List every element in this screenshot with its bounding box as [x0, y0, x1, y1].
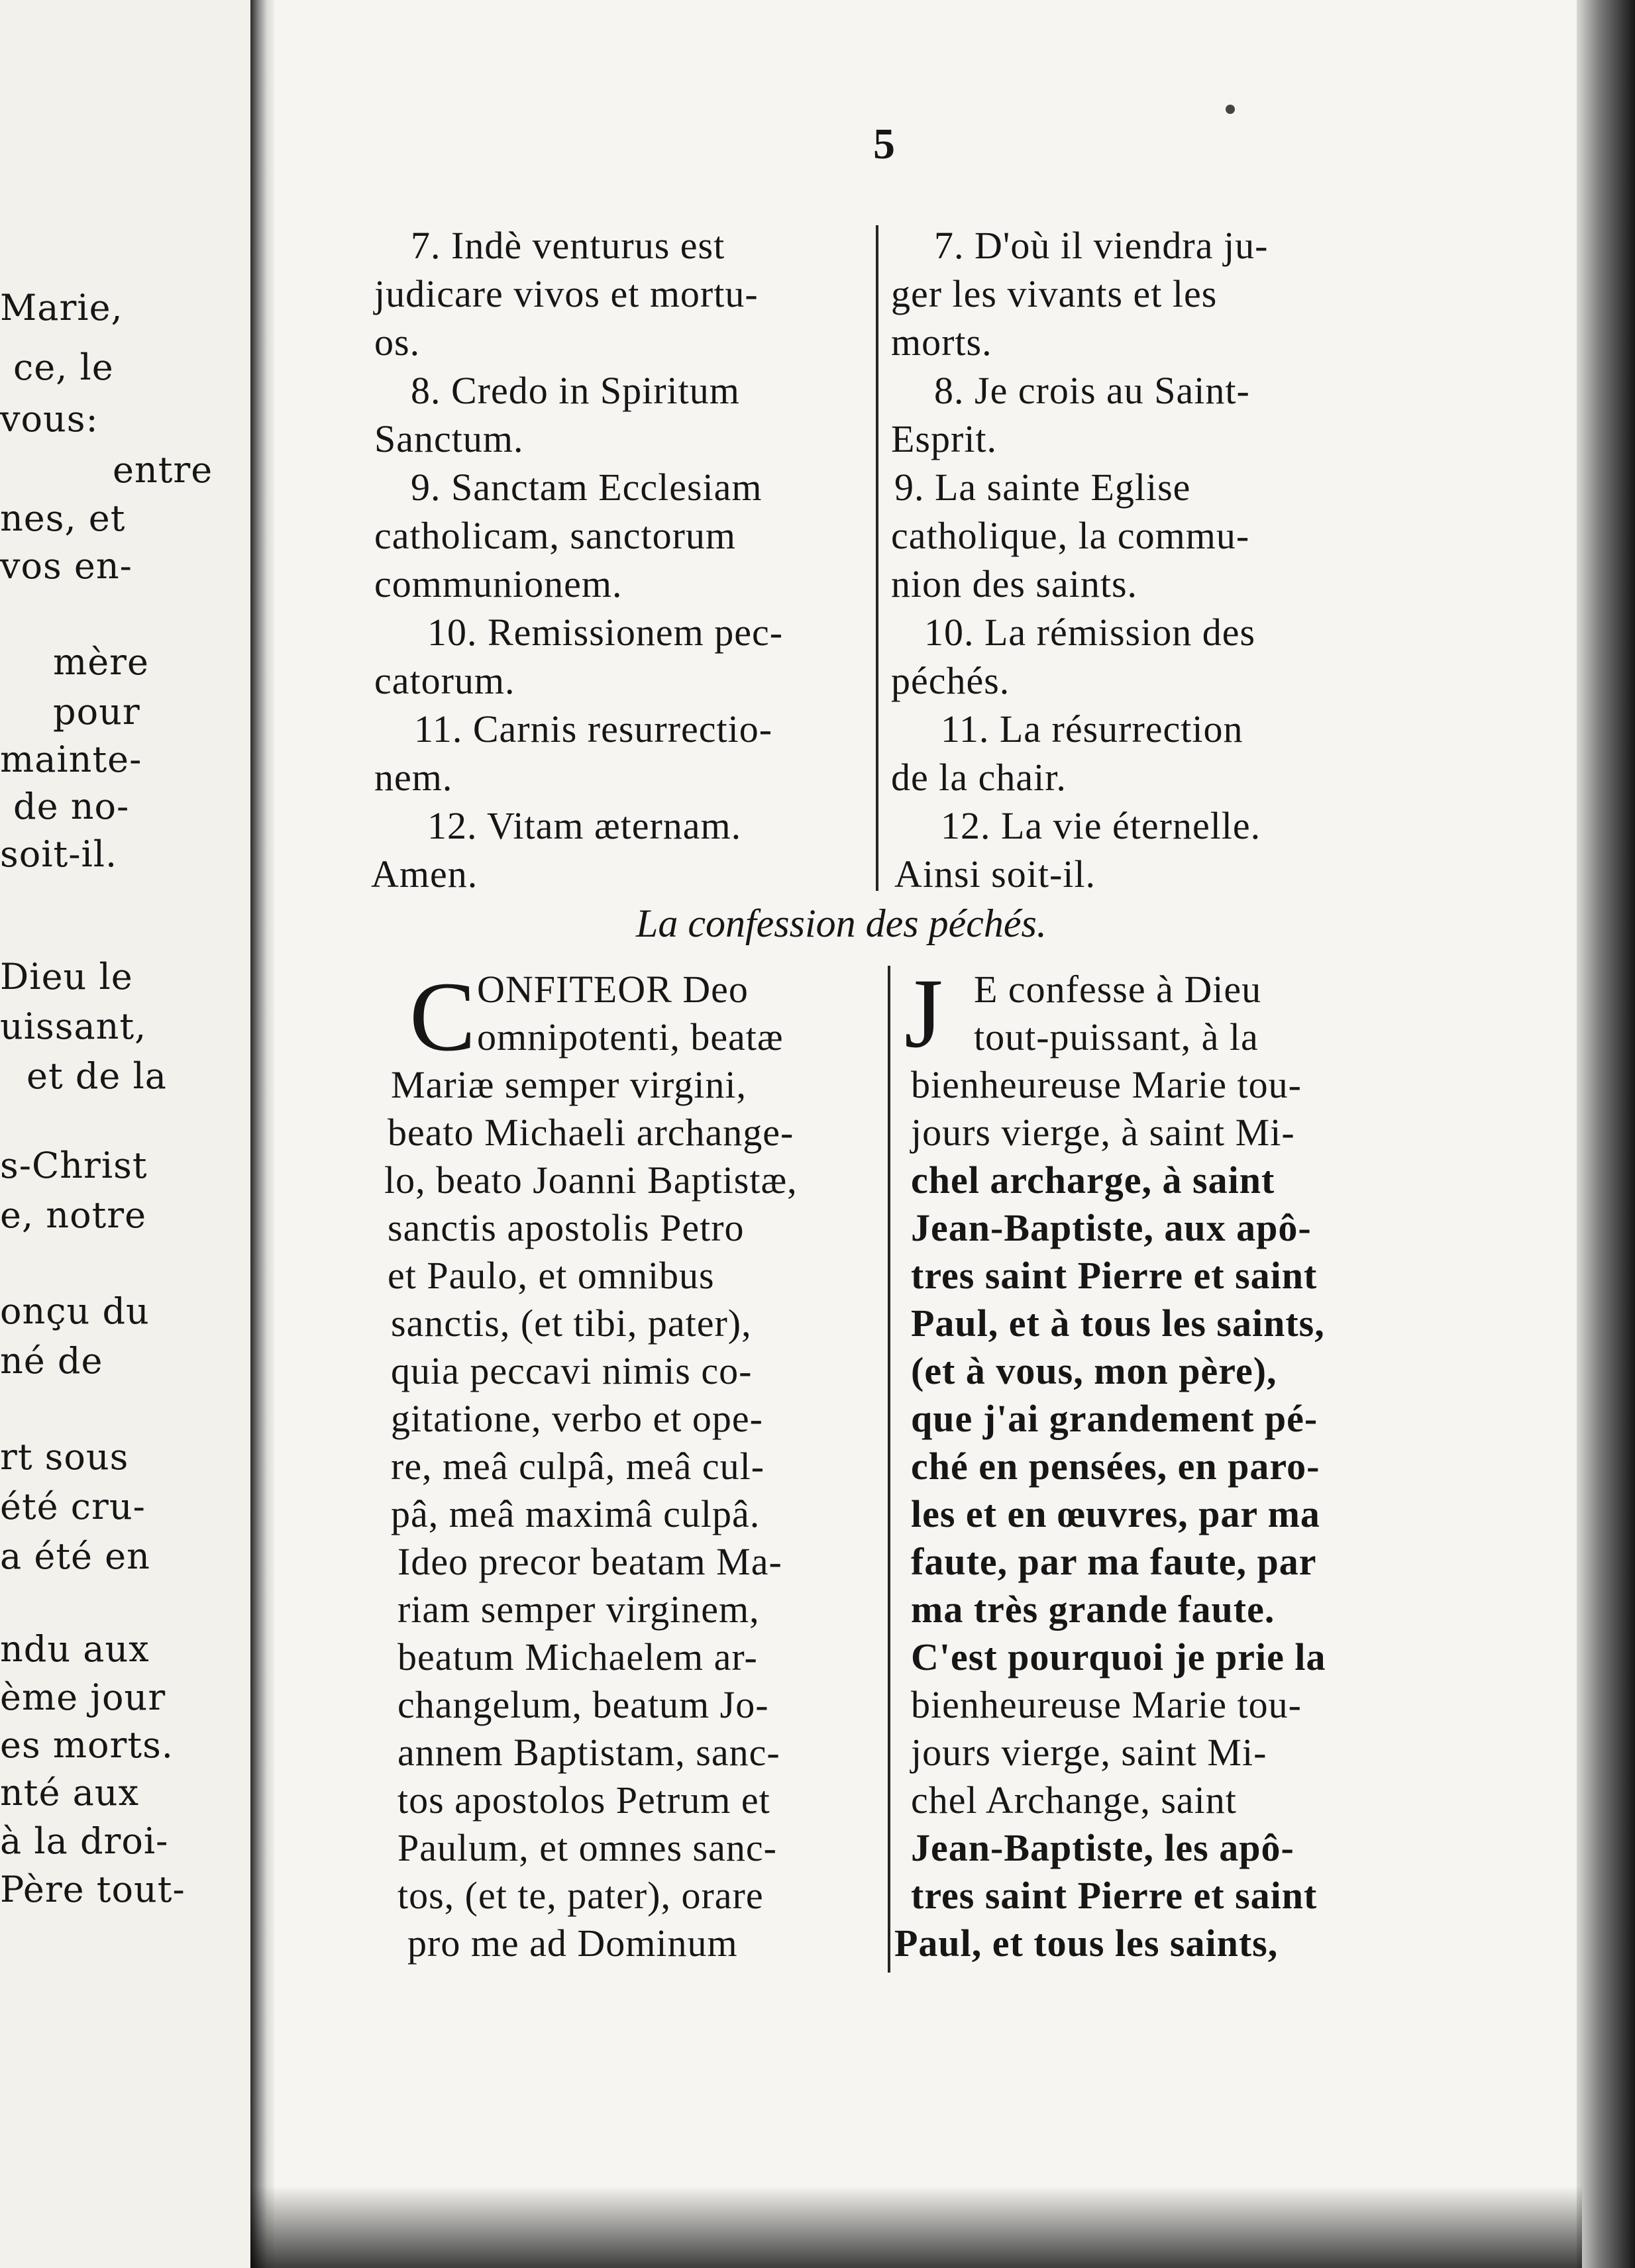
left-fragment-line: entre [113, 449, 213, 491]
left-fragment-line: Dieu le [0, 956, 133, 998]
creed-latin-line: nem. [374, 756, 453, 799]
confiteor-latin-line: gitatione, verbo et ope- [391, 1397, 763, 1440]
confiteor-latin-line: Paulum, et omnes sanc- [397, 1826, 777, 1869]
creed-french-line: 8. Je crois au Saint- [934, 369, 1250, 412]
creed-french-line: de la chair. [891, 756, 1067, 799]
confiteor-latin-line: re, meâ culpâ, meâ cul- [391, 1445, 765, 1488]
left-fragment-line: vos en- [0, 545, 132, 587]
confiteor-latin-line: quia peccavi nimis co- [391, 1349, 753, 1392]
creed-latin-line: 12. Vitam æternam. [427, 804, 742, 847]
creed-latin-line: Sanctum. [374, 417, 524, 460]
creed-latin-line: catorum. [374, 659, 515, 702]
left-fragment-line: onçu du [0, 1290, 150, 1332]
creed-french-line: nion des saints. [891, 562, 1138, 605]
creed-latin-line: 9. Sanctam Ecclesiam [411, 466, 763, 509]
confiteor-latin-line: changelum, beatum Jo- [397, 1683, 769, 1726]
confiteor-french-line: (et à vous, mon père), [911, 1349, 1277, 1392]
confiteor-french-line: les et en œuvres, par ma [911, 1492, 1320, 1535]
left-fragment-line: vous: [0, 398, 99, 440]
creed-latin-line: judicare vivos et mortu- [374, 272, 759, 315]
confiteor-latin-line: lo, beato Joanni Baptistæ, [384, 1159, 798, 1202]
confiteor-latin-line: tos, (et te, pater), orare [397, 1874, 764, 1917]
confiteor-latin-line: tos apostolos Petrum et [397, 1778, 770, 1822]
confiteor-french-line: Paul, et à tous les saints, [911, 1302, 1325, 1345]
left-fragment-line: soit-il. [0, 833, 118, 875]
confiteor-latin-line: annem Baptistam, sanc- [397, 1731, 780, 1774]
section-title: La confession des péchés. [636, 902, 1047, 945]
confiteor-french-line: C'est pourquoi je prie la [911, 1635, 1326, 1678]
confiteor-french-line: jours vierge, à saint Mi- [911, 1111, 1295, 1154]
scan-bottom-shadow [250, 2186, 1582, 2268]
creed-latin-line: 7. Indè venturus est [411, 224, 725, 267]
confiteor-french-line: faute, par ma faute, par [911, 1540, 1317, 1583]
confiteor-latin-line: Ideo precor beatam Ma- [397, 1540, 782, 1583]
left-fragment-line: e, notre [0, 1194, 147, 1236]
page-edge-shadow [1577, 0, 1635, 2268]
creed-latin-line: communionem. [374, 562, 623, 605]
left-fragment-line: né de [0, 1340, 103, 1382]
ink-speck [1226, 105, 1235, 114]
confiteor-latin-line: sanctis, (et tibi, pater), [391, 1302, 752, 1345]
left-fragment-line: Marie, [0, 287, 123, 329]
creed-latin-line: 10. Remissionem pec- [427, 611, 784, 654]
confiteor-french-line: jours vierge, saint Mi- [911, 1731, 1267, 1774]
left-fragment-line: nté aux [0, 1772, 140, 1814]
creed-latin-line: 11. Carnis resurrectio- [414, 707, 773, 750]
left-fragment-line: ndu aux [0, 1628, 150, 1670]
left-fragment-line: ème jour [0, 1676, 166, 1718]
confiteor-french-line: ma très grande faute. [911, 1588, 1275, 1631]
confiteor-latin-line: ONFITEOR Deo [477, 968, 749, 1011]
creed-french-line: Esprit. [891, 417, 998, 460]
confiteor-french-line: chel archarge, à saint [911, 1159, 1275, 1202]
left-page-fragment [0, 0, 250, 2268]
confiteor-french-line: Jean-Baptiste, aux apô- [911, 1206, 1312, 1249]
creed-french-line: 9. La sainte Eglise [894, 466, 1191, 509]
left-fragment-line: Père tout- [0, 1869, 185, 1910]
confiteor-latin-line: pro me ad Dominum [407, 1922, 738, 1965]
left-fragment-line: s-Christ [0, 1145, 148, 1186]
confiteor-french-line: bienheureuse Marie tou- [911, 1683, 1302, 1726]
confiteor-french-line: ché en pensées, en paro- [911, 1445, 1320, 1488]
confiteor-french-line: Paul, et tous les saints, [894, 1922, 1279, 1965]
creed-french-line: 7. D'où il viendra ju- [934, 224, 1269, 267]
confiteor-french-line: que j'ai grandement pé- [911, 1397, 1318, 1440]
creed-french-line: péchés. [891, 659, 1010, 702]
left-fragment-line: rt sous [0, 1436, 129, 1478]
creed-french-line: 10. La rémission des [924, 611, 1256, 654]
creed-french-line: 11. La résurrection [941, 707, 1243, 750]
left-fragment-line: a été en [0, 1535, 150, 1577]
left-fragment-line: et de la [26, 1055, 167, 1097]
confiteor-french-line: E confesse à Dieu [974, 968, 1262, 1011]
left-fragment-line: es morts. [0, 1724, 174, 1766]
creed-french-line: morts. [891, 321, 992, 364]
book-gutter [250, 0, 274, 2268]
left-fragment-line: nes, et [0, 497, 126, 539]
confiteor-french-line: tres saint Pierre et saint [911, 1874, 1318, 1917]
left-fragment-line: pour [53, 691, 140, 733]
confiteor-latin-line: pâ, meâ maximâ culpâ. [391, 1492, 761, 1535]
column-divider [876, 225, 878, 891]
creed-latin-line: os. [374, 321, 421, 364]
confiteor-latin-line: sanctis apostolis Petro [388, 1206, 745, 1249]
confiteor-french-line: chel Archange, saint [911, 1778, 1237, 1822]
confiteor-french-line: bienheureuse Marie tou- [911, 1063, 1302, 1106]
confiteor-french-line: tres saint Pierre et saint [911, 1254, 1318, 1297]
confiteor-latin-line: beatum Michaelem ar- [397, 1635, 758, 1678]
left-fragment-line: ce, le [13, 346, 114, 388]
page-number: 5 [873, 120, 895, 168]
left-fragment-line: uissant, [0, 1005, 147, 1047]
left-fragment-line: de no- [13, 786, 130, 827]
creed-latin-line: Amen. [371, 852, 478, 896]
column-divider [888, 966, 890, 1973]
confiteor-french-line: tout-puissant, à la [974, 1015, 1259, 1058]
creed-latin-line: catholicam, sanctorum [374, 514, 737, 557]
creed-french-line: catholique, la commu- [891, 514, 1250, 557]
left-fragment-line: mère [53, 641, 149, 683]
creed-french-line: ger les vivants et les [891, 272, 1218, 315]
confiteor-french-line: Jean-Baptiste, les apô- [911, 1826, 1294, 1869]
left-fragment-line: à la droi- [0, 1820, 169, 1862]
left-fragment-line: été cru- [0, 1486, 146, 1527]
confiteor-latin-line: beato Michaeli archange- [388, 1111, 794, 1154]
confiteor-latin-line: Mariæ semper virgini, [391, 1063, 747, 1106]
latin-drop-cap: C [409, 962, 476, 1072]
creed-latin-line: 8. Credo in Spiritum [411, 369, 740, 412]
creed-french-line: Ainsi soit-il. [894, 852, 1096, 896]
creed-french-line: 12. La vie éternelle. [941, 804, 1261, 847]
confiteor-latin-line: et Paulo, et omnibus [388, 1254, 715, 1297]
confiteor-latin-line: riam semper virginem, [397, 1588, 760, 1631]
french-drop-cap: J [904, 958, 943, 1068]
left-fragment-line: mainte- [0, 739, 142, 780]
confiteor-latin-line: omnipotenti, beatæ [477, 1015, 784, 1058]
